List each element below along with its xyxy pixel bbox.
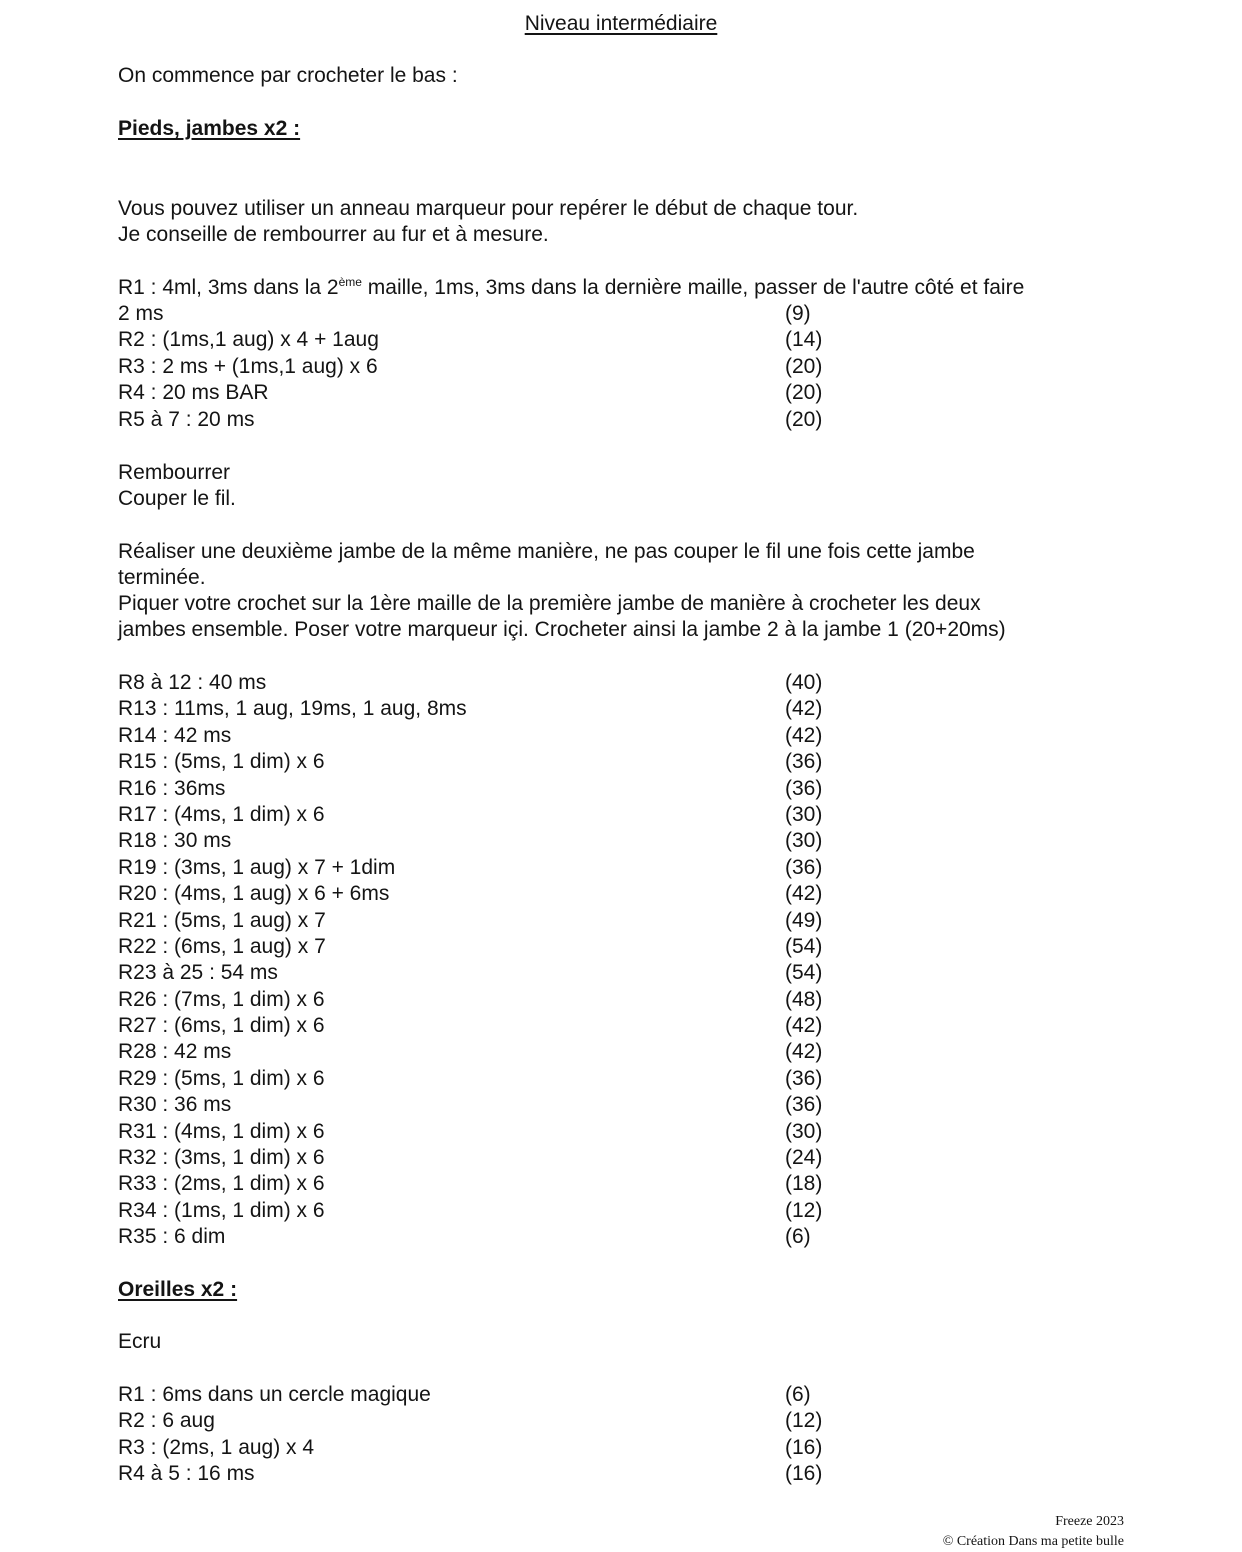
stitch-count: (48) [785, 987, 823, 1011]
round-instruction: R15 : (5ms, 1 dim) x 6 [118, 750, 325, 774]
stitch-count: (49) [785, 908, 823, 932]
round-instruction: R16 : 36ms [118, 776, 226, 800]
list-item [118, 828, 823, 854]
round-instruction: R32 : (3ms, 1 dim) x 6 [118, 1146, 325, 1170]
stitch-count: (36) [785, 776, 823, 800]
footer-copyright: © Création Dans ma petite bulle [942, 1534, 1124, 1549]
stitch-count: (6) [785, 1383, 811, 1406]
stitch-count: (20) [785, 354, 823, 378]
list-item [118, 670, 823, 696]
list-item [118, 1039, 823, 1065]
section-heading-ears: Oreilles x2 : [118, 1278, 238, 1301]
note-marker: Vous pouvez utiliser un anneau marqueur pour repérer le début de chaque tour. [118, 197, 859, 220]
round-instruction: R22 : (6ms, 1 aug) x 7 [118, 934, 326, 958]
round-instruction: R26 : (7ms, 1 dim) x 6 [118, 987, 325, 1011]
stitch-count: (42) [785, 1040, 823, 1064]
list-item [118, 1013, 823, 1039]
stitch-count: (30) [785, 1119, 823, 1143]
list-item [118, 1198, 823, 1224]
round-instruction: R4 à 5 : 16 ms [118, 1462, 255, 1486]
stitch-count: (9) [785, 302, 811, 325]
round-instruction: R19 : (3ms, 1 aug) x 7 + 1dim [118, 855, 396, 879]
section-heading-legs: Pieds, jambes x2 : [118, 117, 301, 140]
paragraph-join-legs-l2: jambes ensemble. Poser votre marqueur içi. Crocheter ainsi la jambe 2 à la jambe 1 (20+20ms) [118, 618, 1006, 641]
round-instruction: R18 : 30 ms [118, 829, 232, 853]
round-instruction: R3 : 2 ms + (1ms,1 aug) x 6 [118, 354, 378, 378]
round-instruction: R4 : 20 ms BAR [118, 381, 269, 405]
stitch-count: (6) [785, 1225, 811, 1249]
intro-text: On commence par crocheter le bas : [118, 64, 458, 87]
stitch-count: (42) [785, 882, 823, 906]
list-item [118, 1435, 823, 1461]
ears-color: Ecru [118, 1330, 162, 1353]
round-instruction: R14 : 42 ms [118, 723, 232, 747]
stitch-count: (36) [785, 1066, 823, 1090]
footer-credits [943, 1512, 1124, 1552]
round-instruction: R35 : 6 dim [118, 1225, 226, 1249]
stitch-count: (40) [785, 671, 823, 694]
stitch-count: (12) [785, 1409, 823, 1433]
instruction-cut: Couper le fil. [118, 487, 236, 510]
note-stuffing: Je conseille de rembourrer au fur et à mesure. [118, 223, 549, 246]
list-item [118, 354, 823, 380]
rounds-list-ears [118, 1382, 823, 1488]
round-instruction: R27 : (6ms, 1 dim) x 6 [118, 1014, 325, 1038]
list-item [118, 855, 823, 881]
stitch-count: (20) [785, 407, 823, 431]
stitch-count: (16) [785, 1462, 823, 1486]
list-item [118, 776, 823, 802]
stitch-count: (42) [785, 697, 823, 721]
list-item [118, 934, 823, 960]
round-instruction: R31 : (4ms, 1 dim) x 6 [118, 1119, 325, 1143]
list-item [118, 1224, 811, 1250]
round-instruction: R30 : 36 ms [118, 1093, 232, 1117]
list-item [118, 696, 823, 722]
round-instruction: R33 : (2ms, 1 dim) x 6 [118, 1172, 325, 1196]
round-instruction: R20 : (4ms, 1 aug) x 6 + 6ms [118, 882, 390, 906]
round-instruction: R5 à 7 : 20 ms [118, 407, 255, 431]
stitch-count: (12) [785, 1198, 823, 1222]
round-instruction: R21 : (5ms, 1 aug) x 7 [118, 908, 326, 932]
round-instruction: R29 : (5ms, 1 dim) x 6 [118, 1066, 325, 1090]
stitch-count: (36) [785, 1093, 823, 1117]
stitch-count: (20) [785, 381, 823, 405]
list-item [118, 1408, 823, 1434]
paragraph-second-leg-l1: Réaliser une deuxième jambe de la même manière, ne pas couper le fil une fois cette jambe [118, 540, 975, 563]
paragraph-second-leg-l2: terminée. [118, 566, 206, 589]
list-item [118, 987, 823, 1013]
round-instruction: R17 : (4ms, 1 dim) x 6 [118, 802, 325, 826]
list-item [118, 1066, 823, 1092]
rounds-list-legs-b [118, 670, 823, 1251]
page-title: Niveau intermédiaire [524, 12, 718, 35]
list-item [118, 723, 823, 749]
stitch-count: (54) [785, 934, 823, 958]
list-item [118, 407, 823, 433]
stitch-count: (36) [785, 750, 823, 774]
stitch-count: (24) [785, 1146, 823, 1170]
rounds-list-legs-a [118, 327, 823, 433]
list-item [118, 380, 823, 406]
stitch-count: (36) [785, 855, 823, 879]
list-item [118, 908, 823, 934]
list-item [118, 960, 823, 986]
list-item [118, 881, 823, 907]
round-instruction: R1 : 6ms dans un cercle magique [118, 1383, 431, 1406]
list-item [118, 1461, 823, 1487]
round-instruction: R28 : 42 ms [118, 1040, 232, 1064]
stitch-count: (14) [785, 328, 823, 352]
stitch-count: (30) [785, 802, 823, 826]
stitch-count: (16) [785, 1435, 823, 1459]
list-item [118, 1119, 823, 1145]
round-instruction: R2 : (1ms,1 aug) x 4 + 1aug [118, 328, 379, 352]
round-instruction: R8 à 12 : 40 ms [118, 671, 267, 694]
list-item [118, 1092, 823, 1118]
stitch-count: (30) [785, 829, 823, 853]
list-item [118, 1382, 811, 1408]
round-instruction: R34 : (1ms, 1 dim) x 6 [118, 1198, 325, 1222]
round-instruction: R13 : 11ms, 1 aug, 19ms, 1 aug, 8ms [118, 697, 467, 721]
round-1-line-2 [118, 301, 811, 327]
list-item: 2 ms (9) [118, 301, 164, 327]
round-1-line-1: R1 : 4ml, 3ms dans la 2ème maille, 1ms, 3ms dans la dernière maille, passer de l'autre côté et faire [118, 275, 1025, 299]
stitch-count: (18) [785, 1172, 823, 1196]
list-item [118, 327, 823, 353]
round-instruction: R23 à 25 : 54 ms [118, 961, 278, 985]
stitch-count: (54) [785, 961, 823, 985]
instruction-stuff: Rembourrer [118, 461, 231, 484]
list-item [118, 1171, 823, 1197]
round-instruction: R2 : 6 aug [118, 1409, 215, 1433]
stitch-count: (42) [785, 723, 823, 747]
list-item [118, 749, 823, 775]
list-item [118, 802, 823, 828]
list-item [118, 1145, 823, 1171]
stitch-count: (42) [785, 1014, 823, 1038]
footer-year: Freeze 2023 [1055, 1514, 1124, 1529]
paragraph-join-legs-l1: Piquer votre crochet sur la 1ère maille de la première jambe de manière à crocheter les deux [118, 592, 981, 615]
round-instruction: R3 : (2ms, 1 aug) x 4 [118, 1435, 315, 1459]
